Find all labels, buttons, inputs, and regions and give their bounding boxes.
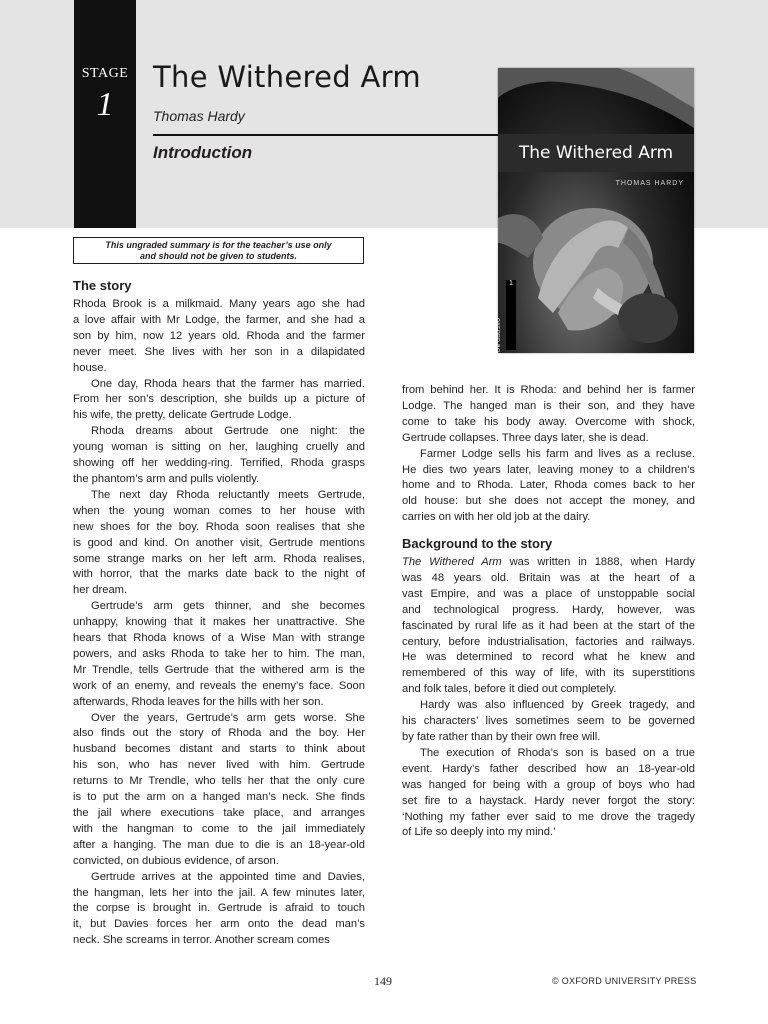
cover-title: The Withered Arm [518, 143, 674, 163]
text-line: He was determined to record what he knew and [402, 651, 695, 664]
text-line: husband becomes distant and starts to think about [73, 743, 365, 756]
story-heading: The story [73, 278, 132, 293]
text-line: convicted, on dubious evidence, of arson. [73, 854, 279, 867]
text-line: a love affair with Mr Lodge, the farmer, and she had a [73, 313, 365, 326]
text-line: the corpse is brought in. Gertrude is afraid to touch [73, 902, 365, 915]
stage-number: 1 [96, 86, 114, 123]
text-line: work of an enemy, and reveals the enemy’s face. Soon [73, 679, 365, 692]
text-line: ‘Nothing my father ever said to me drove the tragedy [402, 810, 695, 823]
notice-line: and should not be given to students. [140, 251, 297, 261]
text-line: when the young woman comes to her house with [73, 504, 365, 517]
text-line: unhappy, knowing that it makes her unattractive. She [73, 616, 365, 629]
section-title: Introduction [153, 143, 253, 162]
text-line: Gertrude collapses. Three days later, she is dead. [402, 431, 649, 444]
text-line [402, 555, 695, 571]
text-line: Hardy was also influenced by Greek tragedy, and [420, 699, 695, 712]
text-line: her dream. [73, 584, 128, 597]
text-line: One day, Rhoda hears that the farmer has married. [91, 377, 365, 390]
text-line-rest: was written in 1888, when Hardy [501, 556, 695, 568]
text-line: From her son’s description, she builds up a picture of [73, 393, 365, 406]
text-line: carries on with her old job at the dairy. [402, 511, 591, 524]
text-line: of Life so deeply into my mind.’ [402, 826, 556, 839]
text-line: old house: but she does not accept the money, and [402, 495, 695, 508]
background-heading: Background to the story [402, 536, 553, 551]
text-line: young woman is sitting on her, laughing cruelly and [73, 441, 365, 454]
text-line: afterwards, Rhoda leaves for the hills with her son. [73, 695, 324, 708]
text-line: century, before industrialisation, factories and railways. [402, 635, 695, 648]
text-line: was 48 years old. Britain was at the heart of a [402, 571, 695, 584]
background-column [402, 555, 695, 841]
text-line: the phantom’s arm and pulls violently. [73, 472, 260, 485]
text-line: Farmer Lodge sells his farm and lives as a recluse. [420, 447, 695, 460]
text-line: Over the years, Gertrude’s arm gets worse. She [91, 711, 365, 724]
text-line: never meet. She lives with her son in a dilapidated [73, 345, 365, 358]
text-line: is good and kind. On another visit, Gertrude mentions [73, 536, 365, 549]
text-line: Gertrude arrives at the appointed time and Davies, [91, 870, 365, 883]
cover-author: THOMAS HARDY [615, 180, 684, 187]
text-line: by fate rather than by their own free will. [402, 730, 601, 743]
story-column [73, 297, 365, 949]
text-line: and folk tales, before it died out completely. [402, 683, 617, 696]
cover-level-strip [506, 280, 516, 350]
publisher-credit: © OXFORD UNIVERSITY PRESS [552, 976, 697, 986]
text-line: returns to Mr Trendle, who tells her that the only cure [73, 775, 365, 788]
story-continued-column [402, 383, 695, 526]
cover-series-logo: OXFORD BOOKWORMS [494, 318, 500, 383]
cover-level: 1 [509, 280, 513, 287]
text-line: Rhoda dreams about Gertrude one night: the [91, 425, 365, 438]
text-line: his characters’ lives sometimes seem to be governed [402, 715, 695, 728]
text-line: Lodge. The hanged man is their son, and they have [402, 399, 695, 412]
text-line: showing off her wedding-ring. Terrified, Rhoda grasps [73, 457, 365, 470]
text-line: Rhoda Brook is a milkmaid. Many years ago she had [73, 298, 365, 310]
text-line: the hangman, lets her into the jail. A few minutes later, [73, 886, 365, 899]
text-line: He dies two years later, leaving money to a children’s [402, 463, 695, 476]
text-line: it, but Davies forces her arm onto the dead man’s [73, 918, 365, 931]
text-line: house. [73, 361, 107, 374]
text-line: Mr Trendle, tells Gertrude that the withered arm is the [73, 663, 365, 676]
text-line: The execution of Rhoda’s son is based on a true [420, 746, 695, 759]
text-line: set fire to a haystack. Hardy never forgot the story: [402, 794, 695, 807]
cover-photo-hands [498, 68, 694, 353]
text-line: hears that Rhoda knows of a Wise Man with strange [73, 632, 365, 645]
text-line: vast Empire, and was a place of unstoppable social [402, 587, 695, 600]
text-line: after a hanging. The man due to die is an 18-year-old [73, 838, 365, 851]
text-line: event. Hardy’s father described how an 18-year-old [402, 762, 695, 775]
text-line: home and to Rhoda. Later, Rhoda comes back to her [402, 479, 695, 492]
notice-line: This ungraded summary is for the teacher’s use only [105, 240, 332, 250]
book-cover-image [494, 68, 694, 383]
author-name: Thomas Hardy [153, 108, 245, 124]
text-line: also finds out the story of Rhoda and the boy. Her [73, 727, 365, 740]
page-title: The Withered Arm [153, 60, 421, 94]
book-title-italic: The Withered Arm [402, 556, 502, 568]
header-divider [153, 134, 498, 136]
text-line: remembered of this way of life, with its superstitions [402, 667, 695, 680]
text-line: some strange marks on her left arm. Rhoda realises, [73, 552, 365, 565]
text-line: with the hangman to come to the jail immediately [73, 822, 365, 835]
text-line: with horror, that the marks date back to the night of [73, 568, 365, 581]
text-line: The next day Rhoda reluctantly meets Gertrude, [91, 488, 365, 501]
teacher-notice [73, 237, 364, 264]
text-line: his wife, the pretty, delicate Gertrude Lodge. [73, 409, 292, 422]
text-line: and technological progress. Hardy, however, was [402, 603, 695, 616]
text-line: was hanged for being with a group of boys who had [402, 778, 695, 791]
text-line: his son, who has never lived with him. Gertrude [73, 759, 365, 772]
text-line: son by him, now 12 years old. Rhoda and the farmer [73, 329, 365, 342]
text-line: from behind her. It is Rhoda: and behind her is farmer [402, 384, 695, 396]
text-line: is to put the arm on a hanged man’s neck. She finds [73, 791, 365, 804]
text-line: neck. She screams in terror. Another scream comes [73, 934, 330, 947]
page-number: 149 [374, 974, 392, 988]
text-line: powers, and asks Rhoda to take her to him. The man, [73, 647, 365, 660]
stage-label: STAGE [81, 66, 129, 81]
text-line: Gertrude’s arm gets thinner, and she becomes [91, 600, 365, 613]
text-line: come to take his body away. Overcome with shock, [402, 415, 695, 428]
text-line: the jail where executions take place, and arranges [73, 807, 365, 819]
text-line: fascinated by rural life as it had been at the start of the [402, 619, 695, 632]
text-line: new shoes for the boy. Rhoda soon realises that she [73, 520, 365, 533]
stage-bar [74, 0, 136, 228]
